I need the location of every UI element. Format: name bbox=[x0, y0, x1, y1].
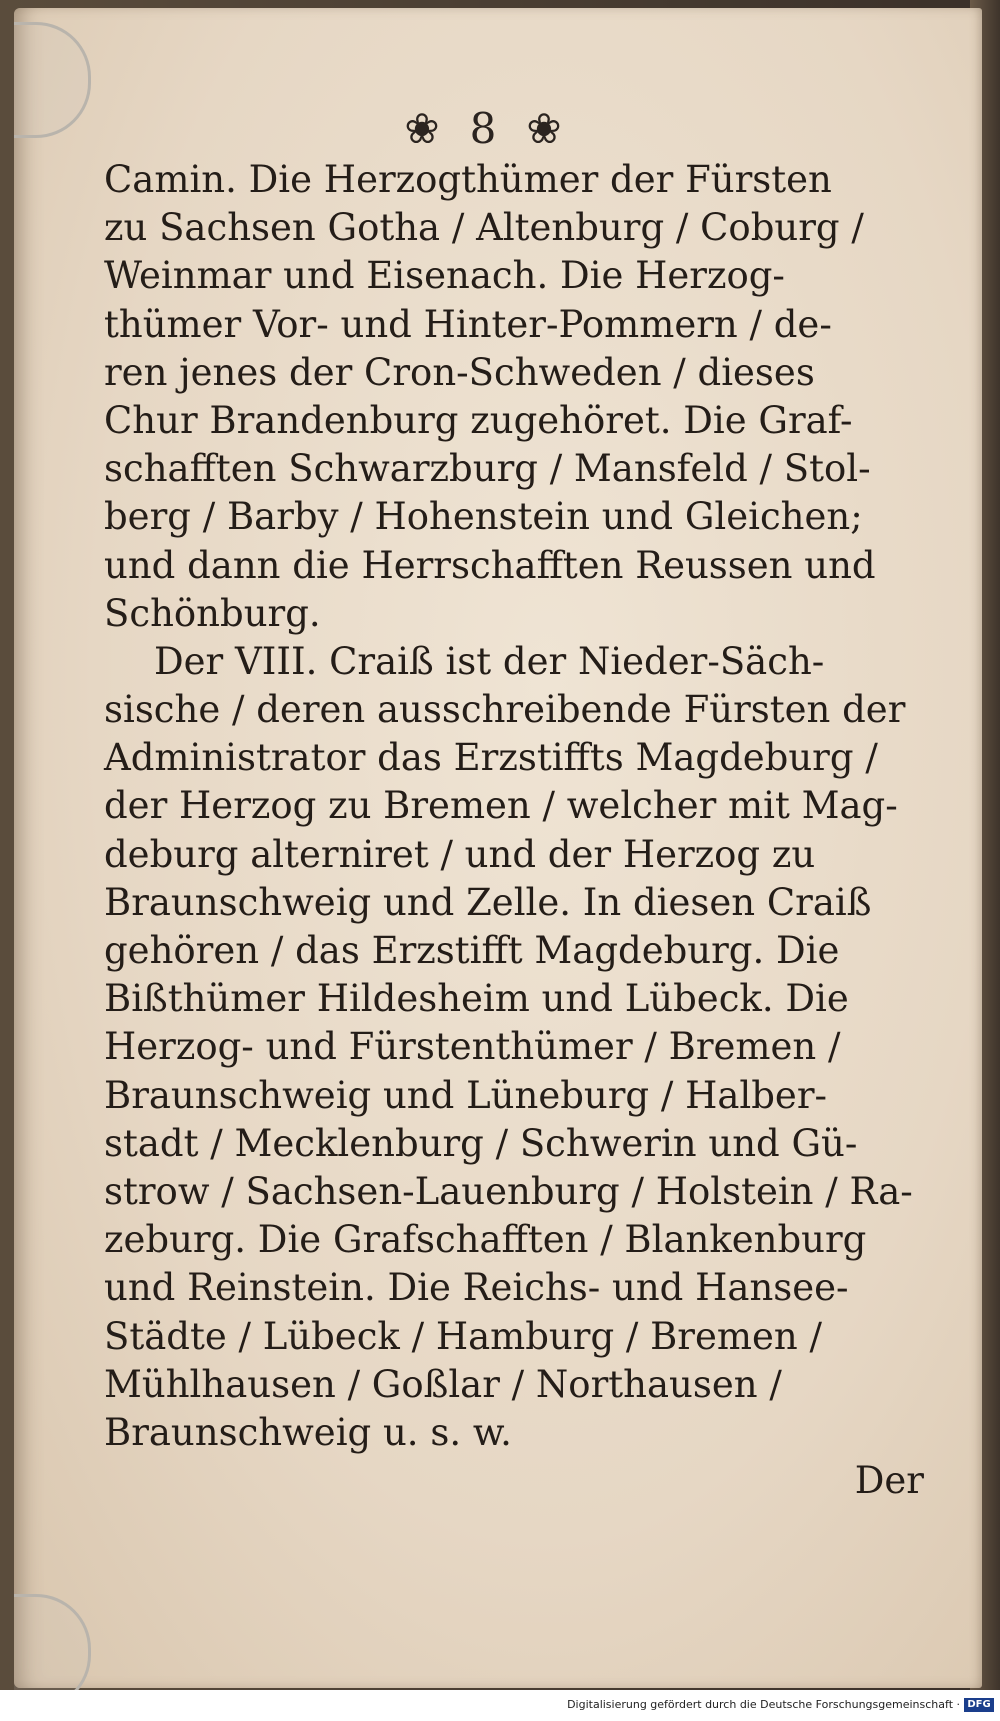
ornament-left-icon: ❀ bbox=[404, 104, 470, 153]
text-line: Mühlhausen / Goßlar / Northausen / bbox=[104, 1362, 782, 1406]
text-line: und Reinstein. Die Reichs- und Hansee- bbox=[104, 1266, 849, 1310]
text-line: strow / Sachsen-Lauenburg / Holstein / Ra- bbox=[104, 1169, 913, 1213]
text-line: zeburg. Die Grafschafften / Blankenburg bbox=[104, 1218, 867, 1262]
catchword: Der bbox=[854, 1459, 924, 1503]
text-line: stadt / Mecklenburg / Schwerin und Gü- bbox=[104, 1121, 858, 1165]
text-line: thümer Vor- und Hinter-Pommern / de- bbox=[104, 302, 832, 346]
text-line: Schönburg. bbox=[104, 591, 321, 635]
book-page bbox=[14, 8, 982, 1688]
page-body-text bbox=[104, 156, 924, 1505]
text-line: gehören / das Erzstifft Magdeburg. Die bbox=[104, 929, 840, 972]
text-line: Braunschweig u. s. w. bbox=[104, 1410, 512, 1454]
text-line: sische / deren ausschreibende Fürsten der bbox=[104, 688, 906, 732]
text-line: Chur Brandenburg zugehöret. Die Graf- bbox=[104, 398, 853, 442]
text-line: ren jenes der Cron-Schweden / dieses bbox=[104, 350, 815, 394]
footer-credit: Digitalisierung gefördert durch die Deutsche Forschungsgemeinschaft · bbox=[567, 1698, 960, 1711]
text-line: berg / Barby / Hohenstein und Gleichen; bbox=[104, 495, 863, 539]
page-number: 8 bbox=[469, 104, 527, 153]
text-line: Herzog- und Fürstenthümer / Bremen / bbox=[104, 1025, 841, 1069]
text-line: und dann die Herrschafften Reussen und bbox=[104, 543, 876, 587]
text-line: Braunschweig und Zelle. In diesen Craiß bbox=[104, 880, 872, 924]
text-line: Administrator das Erzstiffts Magdeburg / bbox=[104, 736, 878, 780]
page-header bbox=[14, 104, 982, 153]
text-line: der Herzog zu Bremen / welcher mit Mag- bbox=[104, 784, 898, 828]
text-line: zu Sachsen Gotha / Altenburg / Coburg / bbox=[104, 206, 864, 250]
text-line: Camin. Die Herzogthümer der Fürsten bbox=[104, 158, 832, 201]
digitization-footer bbox=[0, 1690, 1000, 1721]
text-line: Weinmar und Eisenach. Die Herzog- bbox=[104, 254, 785, 298]
text-line: Der VIII. Craiß ist der Nieder-Säch- bbox=[154, 639, 825, 683]
text-line: deburg alterniret / und der Herzog zu bbox=[104, 832, 816, 876]
text-line: Städte / Lübeck / Hamburg / Bremen / bbox=[104, 1314, 822, 1358]
dfg-logo: DFG bbox=[964, 1698, 994, 1712]
text-line: Braunschweig und Lüneburg / Halber- bbox=[104, 1073, 828, 1117]
text-line: schafften Schwarzburg / Mansfeld / Stol- bbox=[104, 447, 871, 491]
ornament-right-icon: ❀ bbox=[526, 104, 592, 153]
text-line: Bißthümer Hildesheim und Lübeck. Die bbox=[104, 977, 849, 1021]
